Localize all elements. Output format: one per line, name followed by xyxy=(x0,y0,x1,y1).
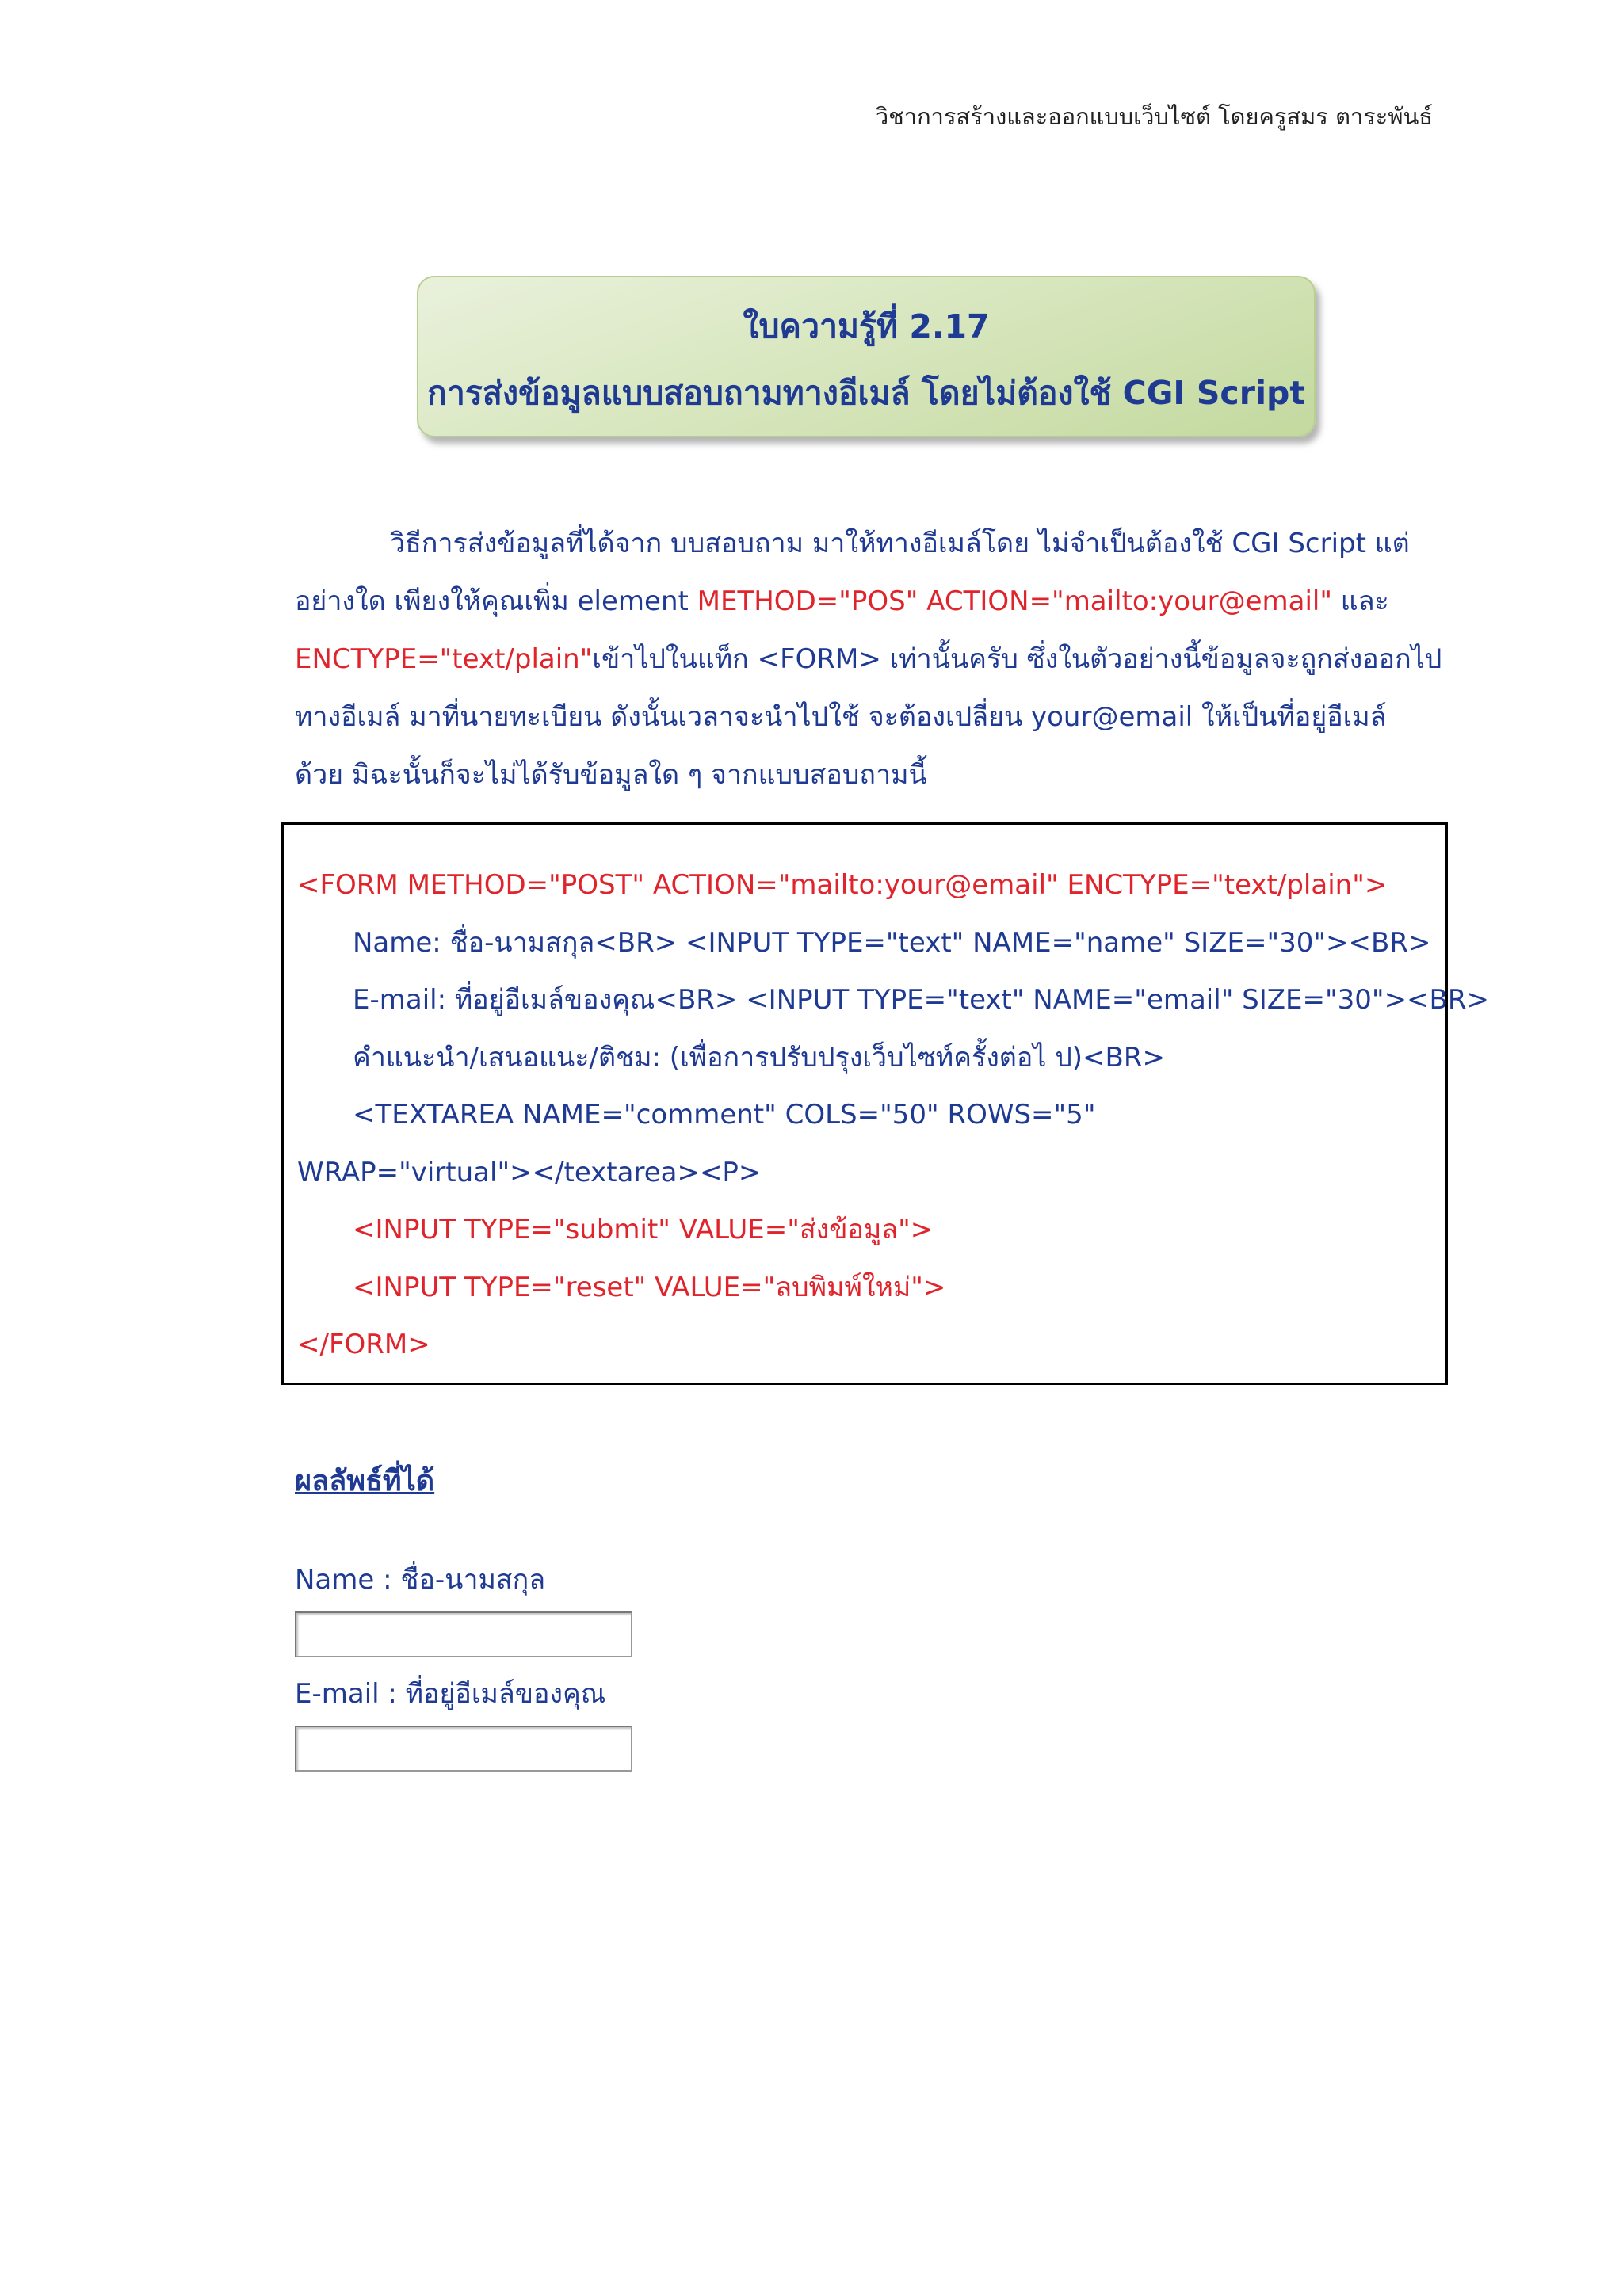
code-line: <INPUT TYPE="submit" VALUE="ส่งข้อมูล"> xyxy=(353,1214,934,1245)
paragraph-text: อย่างใด เพียงให้คุณเพิ่ม element xyxy=(295,585,697,617)
result-heading: ผลลัพธ์ที่ได้ xyxy=(295,1465,435,1497)
intro-paragraph xyxy=(295,515,1442,804)
paragraph-line-5: ด้วย มิฉะนั้นก็จะไม่ได้รับข้อมูลใด ๆ จากแบบสอบถามนี้ xyxy=(295,759,927,791)
name-input[interactable] xyxy=(295,1611,632,1657)
code-line: Name: ชื่อ-นามสกุล<BR> <INPUT TYPE="text" NAME="name" SIZE="30"><BR> xyxy=(353,926,1431,959)
code-example-box xyxy=(281,822,1489,1385)
paragraph-line-1: วิธีการส่งข้อมูลที่ได้จาก บบสอบถาม มาให้ทางอีเมล์โดย ไม่จำเป็นต้องใช้ CGI Script แต่ xyxy=(390,528,1410,559)
code-line: คำแนะนำ/เสนอแนะ/ติชม: (เพื่อการปรับปรุงเว็บไซท์ครั้งต่อไ ป)<BR> xyxy=(353,1041,1165,1074)
paragraph-line-3 xyxy=(295,631,1442,688)
code-line: <INPUT TYPE="reset" VALUE="ลบพิมพ์ใหม่"> xyxy=(353,1271,946,1303)
paragraph-line-4: ทางอีเมล์ มาที่นายทะเบียน ดังนั้นเวลาจะนำไปใช้ จะต้องเปลี่ยน your@email ให้เป็นที่อยู่อีเมล์ xyxy=(295,701,1387,733)
name-label: Name : ชื่อ-นามสกุล xyxy=(295,1564,546,1596)
code-line: E-mail: ที่อยู่อีเมล์ของคุณ<BR> <INPUT TYPE="text" NAME="email" SIZE="30"><BR> xyxy=(353,984,1489,1016)
code-line: <TEXTAREA NAME="comment" COLS="50" ROWS="5" xyxy=(353,1099,1096,1131)
code-line: </FORM> xyxy=(297,1329,430,1360)
paragraph-line-2 xyxy=(295,573,1420,631)
paragraph-text: เข้าไปในแท็ก <FORM> เท่านั้นครับ ซึ่งในตัวอย่างนี้ข้อมูลจะถูกส่งออกไป xyxy=(592,643,1442,675)
code-highlight: ENCTYPE="text/plain" xyxy=(295,643,593,675)
email-input[interactable] xyxy=(295,1726,632,1772)
title-line-2: การส่งข้อมูลแบบสอบถามทางอีเมล์ โดยไม่ต้องใช้ CGI Script xyxy=(427,374,1305,412)
title-line-1: ใบความรู้ที่ 2.17 xyxy=(743,307,990,345)
code-line: <FORM METHOD="POST" ACTION="mailto:your@email" ENCTYPE="text/plain"> xyxy=(297,869,1388,901)
page-header: วิชาการสร้างและออกแบบเว็บไซต์ โดยครูสมร ตาระพันธ์ xyxy=(875,103,1433,130)
paragraph-text: และ xyxy=(1331,585,1389,617)
email-label: E-mail : ที่อยู่อีเมล์ของคุณ xyxy=(295,1678,606,1710)
title-box xyxy=(417,276,1316,437)
code-highlight: METHOD="POS" ACTION="mailto:your@email" xyxy=(697,585,1332,617)
code-line: WRAP="virtual"></textarea><P> xyxy=(297,1156,762,1188)
code-listing xyxy=(297,856,1489,1374)
